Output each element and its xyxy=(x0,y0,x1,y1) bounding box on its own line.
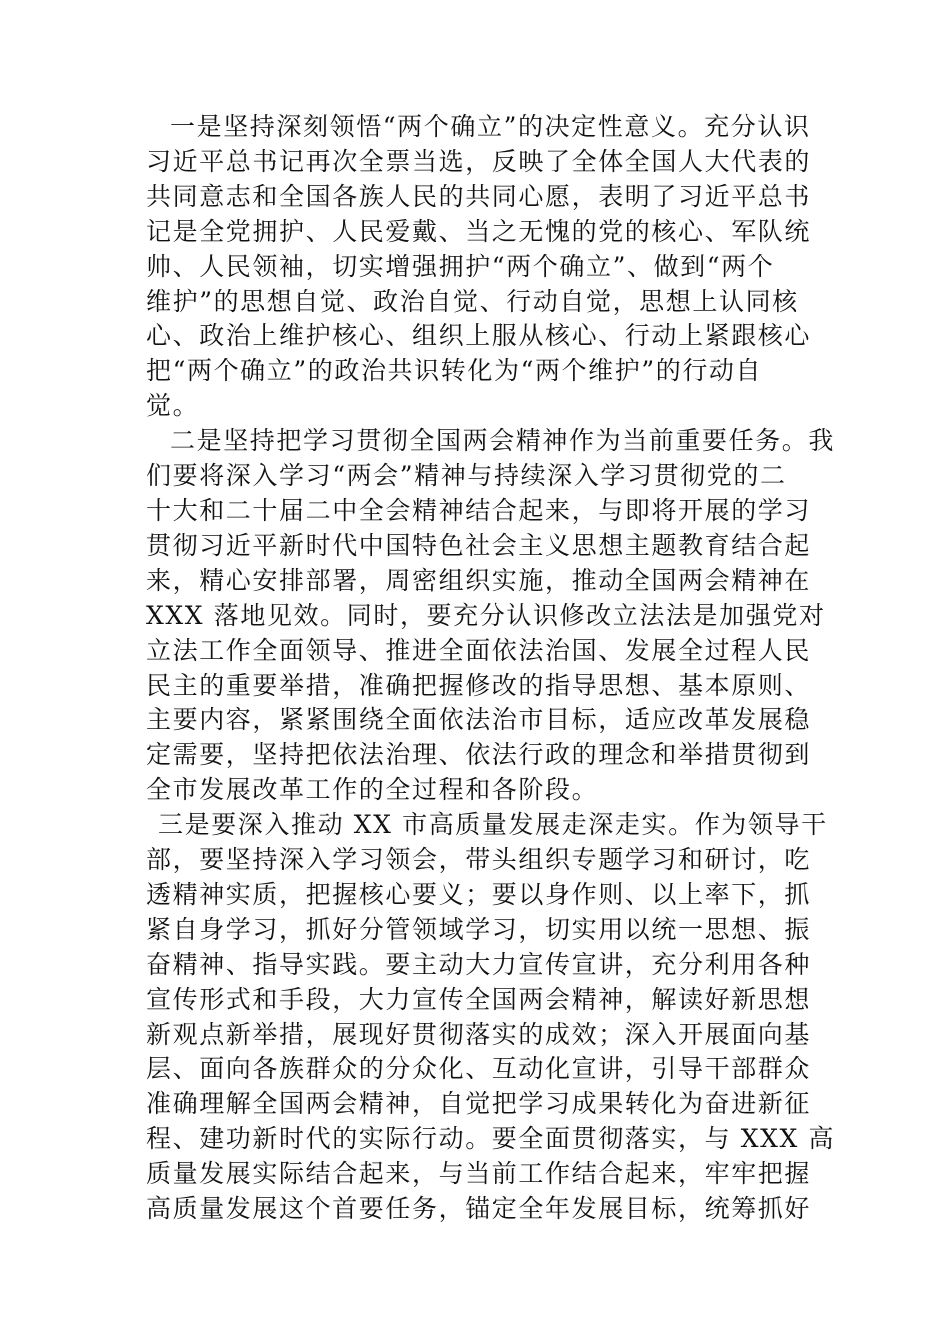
text-line: 准确理解全国两会精神，自觉把学习成果转化为奋进新征 xyxy=(146,1089,812,1119)
text-line: 民主的重要举措，准确把握修改的指导思想、基本原则、 xyxy=(146,670,812,700)
text-line: 立法工作全面领导、推进全面依法治国、发展全过程人民 xyxy=(146,635,812,665)
text-line: 程、建功新时代的实际行动。要全面贯彻落实，与 XXX 高 xyxy=(146,1124,836,1154)
paragraph-3 xyxy=(146,808,836,1227)
text-line: 帅、人民领袖，切实增强拥护“两个确立”、做到“两个 xyxy=(146,251,775,281)
text-line: 部，要坚持深入学习领会，带头组织专题学习和研讨，吃 xyxy=(146,845,812,875)
text-line: 共同意志和全国各族人民的共同心愿，表明了习近平总书 xyxy=(146,181,812,211)
document-body xyxy=(146,110,836,1227)
text-line: 记是全党拥护、人民爱戴、当之无愧的党的核心、军队统 xyxy=(146,216,812,246)
text-line: 觉。 xyxy=(146,391,200,421)
text-line: 新观点新举措，展现好贯彻落实的成效；深入开展面向基 xyxy=(146,1019,812,1049)
text-line: 们要将深入学习“两会”精神与持续深入学习贯彻党的二 xyxy=(146,461,787,491)
text-line: 层、面向各族群众的分众化、互动化宣讲，引导干部群众 xyxy=(146,1054,812,1084)
text-line: 全市发展改革工作的全过程和各阶段。 xyxy=(146,775,599,805)
text-line: XXX 落地见效。同时，要充分认识修改立法法是加强党对 xyxy=(146,600,826,630)
text-line: 来，精心安排部署，周密组织实施，推动全国两会精神在 xyxy=(146,565,812,595)
paragraph-1 xyxy=(146,110,812,424)
text-line: 宣传形式和手段，大力宣传全国两会精神，解读好新思想 xyxy=(146,984,812,1014)
text-line: 高质量发展这个首要任务，锚定全年发展目标，统筹抓好 xyxy=(146,1194,812,1224)
text-line: 透精神实质，把握核心要义；要以身作则、以上率下，抓 xyxy=(146,879,812,909)
text-line: 奋精神、指导实践。要主动大力宣传宣讲，充分利用各种 xyxy=(146,949,812,979)
text-line: 维护”的思想自觉、政治自觉、行动自觉，思想上认同核 xyxy=(146,286,799,316)
text-line: 三是要深入推动 XX 市高质量发展走深走实。作为领导干 xyxy=(158,810,828,840)
text-line: 二是坚持把学习贯彻全国两会精神作为当前重要任务。我 xyxy=(170,426,836,456)
text-line: 一是坚持深刻领悟“两个确立”的决定性意义。充分认识 xyxy=(170,112,811,141)
text-line: 十大和二十届二中全会精神结合起来，与即将开展的学习 xyxy=(146,495,812,525)
text-line: 质量发展实际结合起来，与当前工作结合起来，牢牢把握 xyxy=(146,1159,812,1189)
text-line: 主要内容，紧紧围绕全面依法治市目标，适应改革发展稳 xyxy=(146,705,812,735)
text-line: 习近平总书记再次全票当选，反映了全体全国人大代表的 xyxy=(146,146,812,176)
text-line: 紧自身学习，抓好分管领域学习，切实用以统一思想、振 xyxy=(146,914,812,944)
text-line: 贯彻习近平新时代中国特色社会主义思想主题教育结合起 xyxy=(146,530,812,560)
text-line: 心、政治上维护核心、组织上服从核心、行动上紧跟核心 xyxy=(146,321,812,351)
text-line: 把“两个确立”的政治共识转化为“两个维护”的行动自 xyxy=(146,356,763,386)
paragraph-2 xyxy=(146,424,836,808)
text-line: 定需要，坚持把依法治理、依法行政的理念和举措贯彻到 xyxy=(146,740,812,770)
